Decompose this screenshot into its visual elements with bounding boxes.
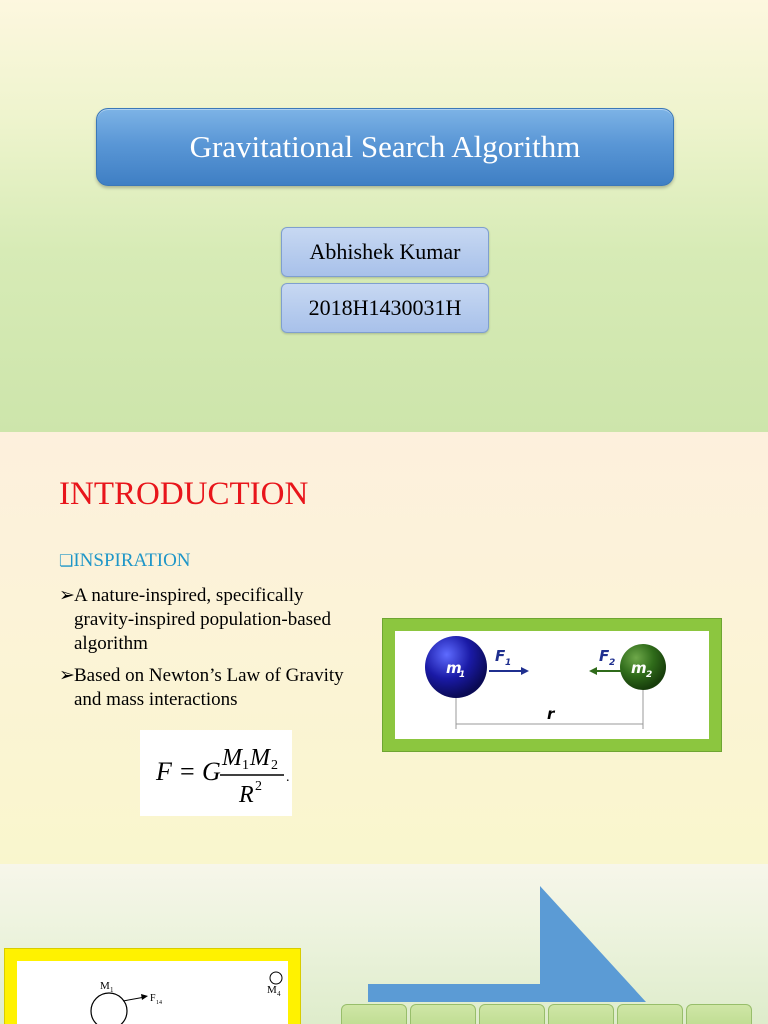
two-mass-figure-frame (382, 618, 722, 752)
bullet-text: A nature-inspired, specifically gravity-inspired population-based algorithm (74, 585, 331, 654)
diagram-m4-label: M (267, 984, 277, 996)
force-1-subscript: 1 (505, 658, 512, 668)
title-box (96, 108, 674, 186)
arrow-bullet-icon: ➢ (59, 665, 75, 686)
bullet-text: Based on Newton’s Law of Gravity and mass interactions (74, 665, 344, 710)
formula-lhs: F (156, 757, 172, 786)
process-step (479, 1004, 545, 1024)
third-slide (0, 864, 768, 1024)
diagram-mass-1-circle (91, 993, 127, 1024)
formula-exponent: 2 (255, 779, 262, 794)
two-mass-figure (395, 631, 709, 739)
diagram-m1-label: M (100, 980, 110, 992)
checkbox-bullet-icon: ❏ (59, 553, 74, 570)
diagram-f14-sub: 14 (156, 1000, 162, 1006)
diagram-m1-sub: 1 (110, 986, 114, 994)
formula-sub2: 2 (271, 758, 278, 773)
inspiration-subheading (59, 550, 191, 572)
force-1-arrowhead (521, 667, 529, 675)
formula-denominator: R (239, 782, 254, 808)
process-step (341, 1004, 407, 1024)
author-box (281, 227, 489, 277)
formula-period: . (286, 770, 290, 785)
diagram-mass-4-circle (270, 972, 282, 984)
two-mass-diagram (395, 631, 709, 739)
process-step (548, 1004, 614, 1024)
force-2-subscript: 2 (609, 658, 616, 668)
title-slide (0, 0, 768, 432)
process-step (686, 1004, 752, 1024)
formula-numerator-m1: M (222, 745, 242, 771)
process-step (410, 1004, 476, 1024)
formula-graphic (140, 730, 292, 816)
formula-equals: = (180, 757, 195, 786)
mass-1-subscript: 1 (459, 670, 466, 680)
arrow-bullet-icon: ➢ (59, 585, 75, 606)
student-id: 2018H1430031H (308, 295, 462, 320)
formula-constant: G (202, 757, 221, 786)
formula-sub1: 1 (242, 758, 249, 773)
blue-arrow-shape (368, 886, 646, 1002)
diagram-force-arrowhead (141, 994, 148, 1000)
mass-diagram-frame (4, 948, 301, 1024)
mass-diagram (17, 961, 288, 1024)
mass-1-label: m (446, 659, 462, 677)
introduction-slide (0, 432, 768, 864)
process-arrow-icon (368, 884, 648, 1004)
distance-label: r (547, 705, 555, 723)
force-2-label: F (599, 647, 610, 665)
bullet-item (59, 584, 359, 656)
formula-numerator-m2: M (250, 745, 270, 771)
diagram-f14-label: F (150, 993, 156, 1004)
mass-interaction-diagram (17, 961, 288, 1024)
presentation-title: Gravitational Search Algorithm (189, 129, 581, 164)
inspiration-label: INSPIRATION (73, 550, 191, 571)
gravity-formula (140, 730, 292, 816)
author-name: Abhishek Kumar (309, 239, 461, 264)
slide-heading: INTRODUCTION (59, 476, 309, 512)
id-box (281, 283, 489, 333)
force-1-label: F (495, 647, 506, 665)
bullet-item (59, 664, 359, 712)
diagram-m4-sub: 4 (277, 990, 281, 998)
process-step (617, 1004, 683, 1024)
mass-2-subscript: 2 (646, 670, 653, 680)
mass-2-label: m (631, 659, 647, 677)
force-2-arrowhead (589, 667, 597, 675)
process-step-row (341, 1004, 752, 1024)
